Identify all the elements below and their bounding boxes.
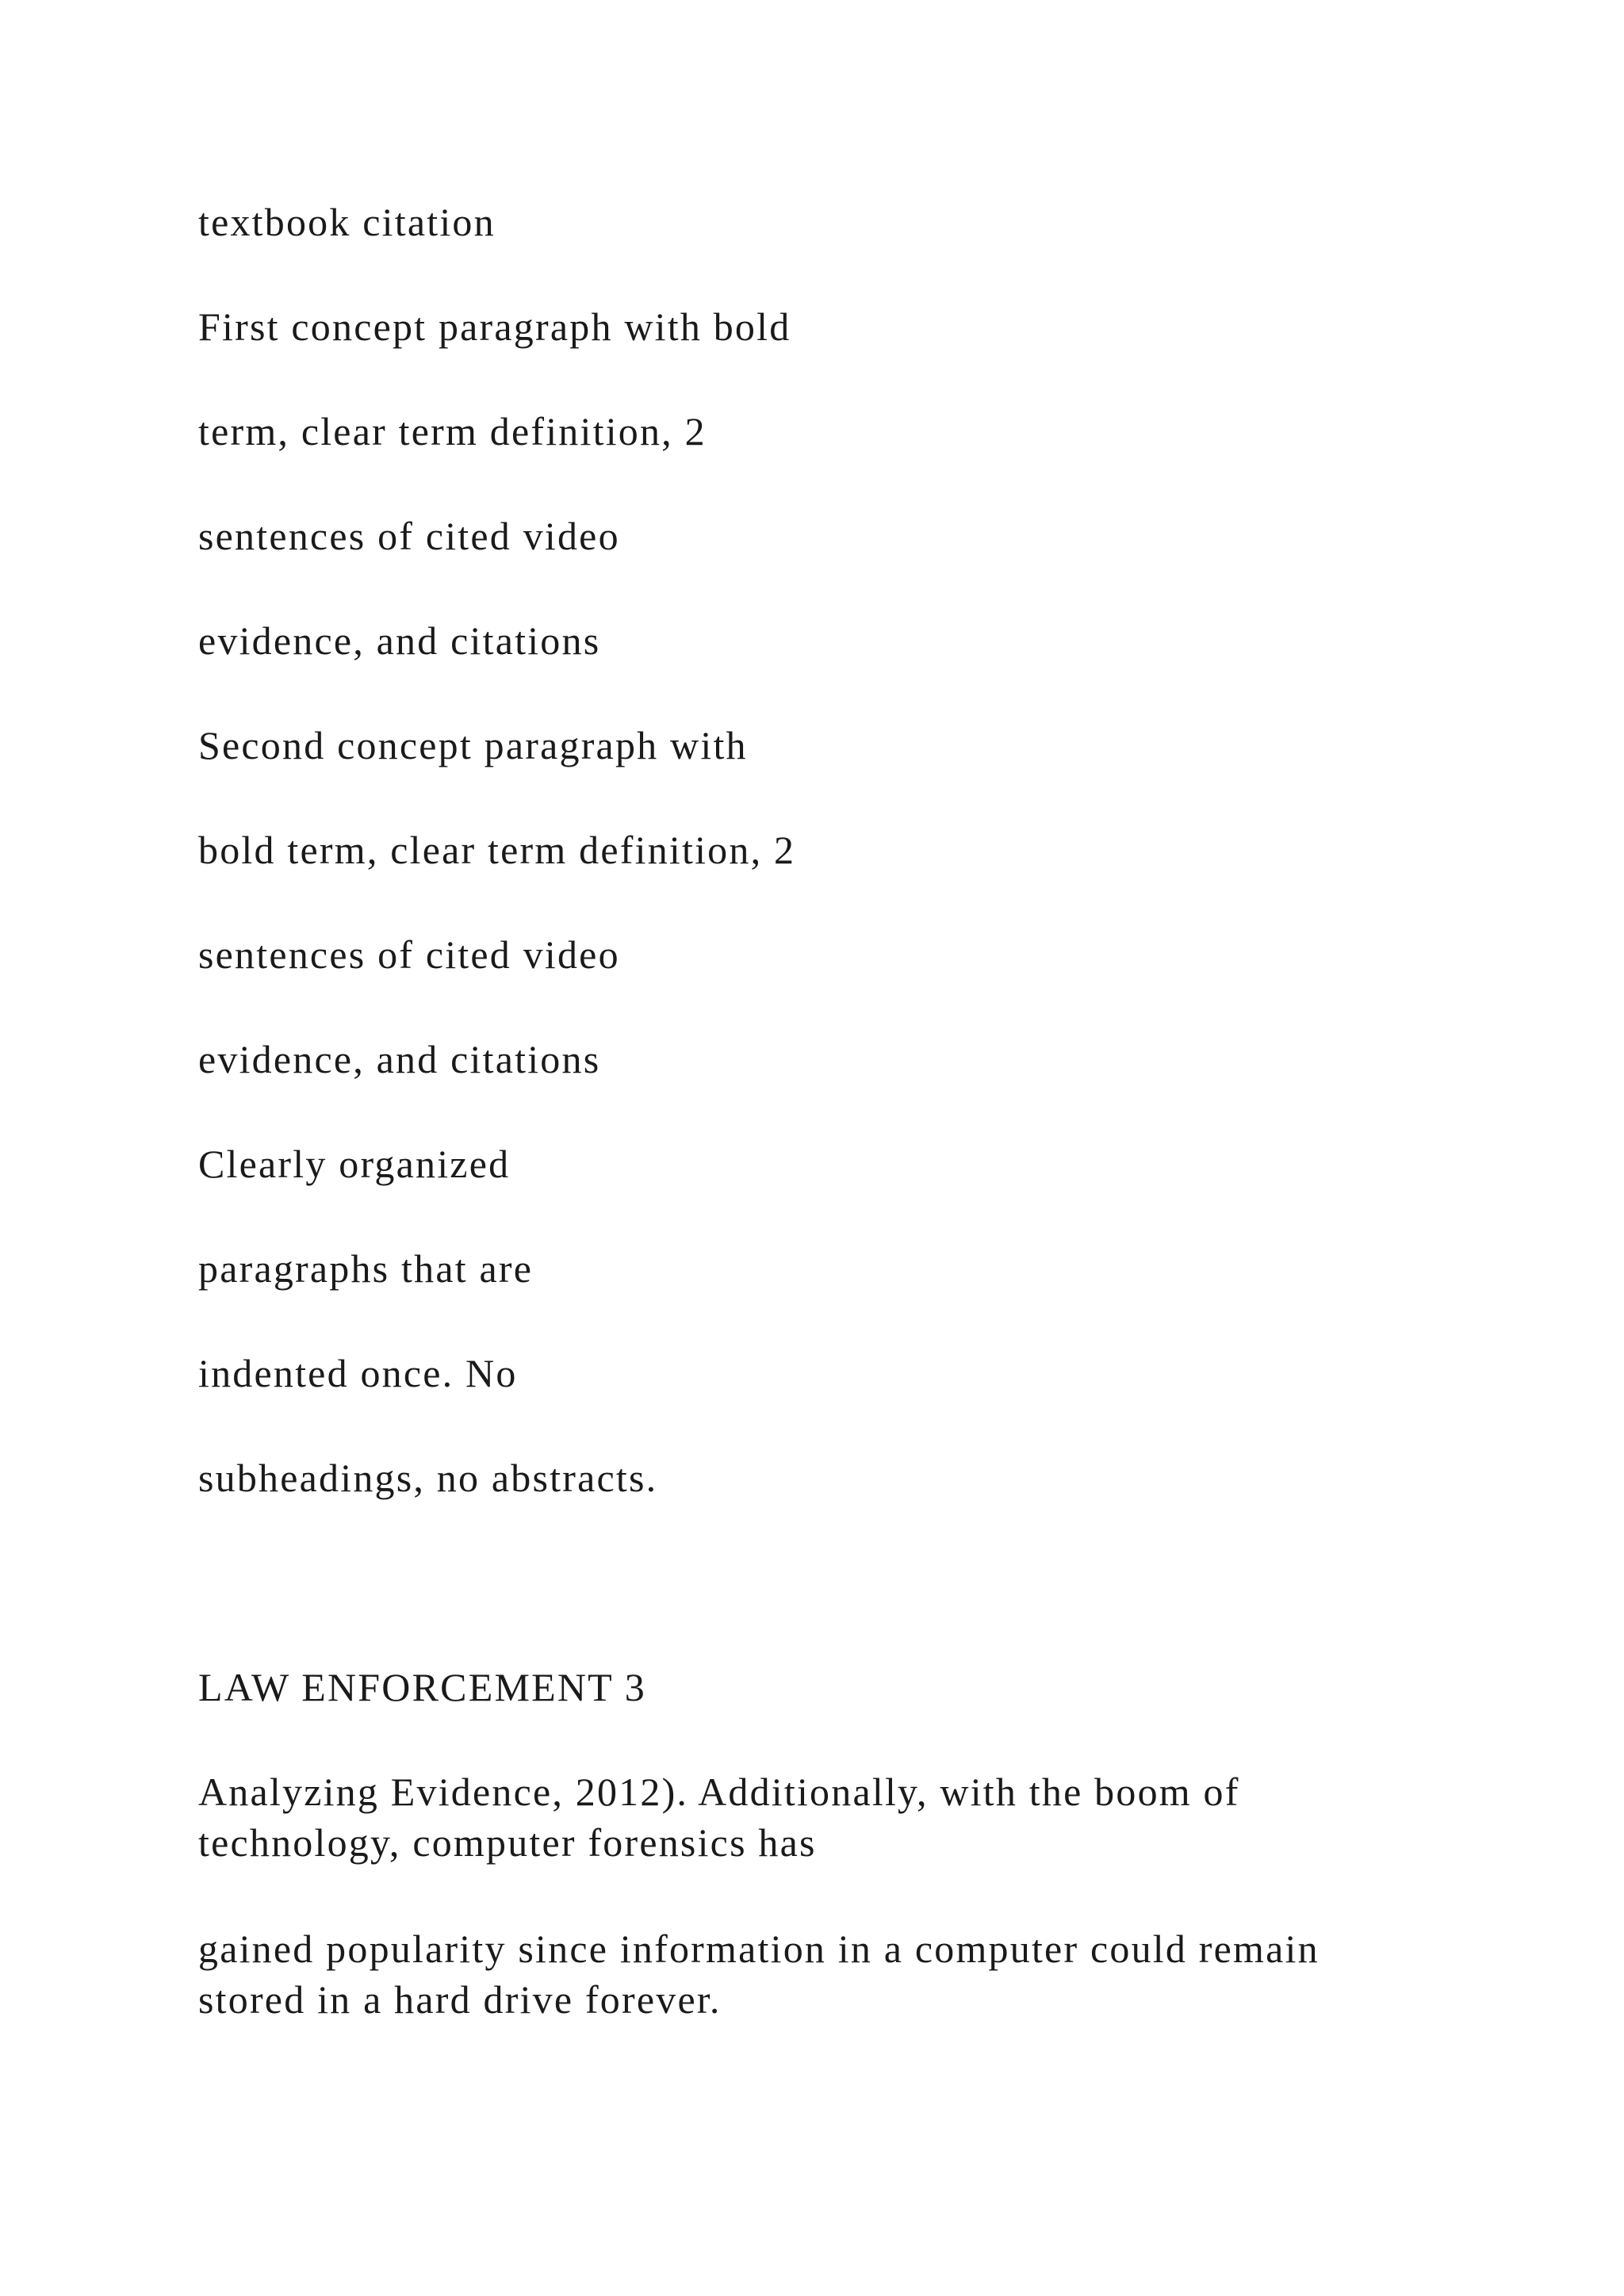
rubric-line: subheadings, no abstracts. (198, 1456, 658, 1500)
rubric-line: paragraphs that are (198, 1246, 534, 1291)
body-paragraph: gained popularity since information in a computer could remain stored in a hard drive forever. (198, 1927, 1320, 2022)
rubric-line: evidence, and citations (198, 618, 601, 663)
rubric-line: Second concept paragraph with (198, 723, 748, 767)
rubric-line: evidence, and citations (198, 1037, 601, 1081)
rubric-line: sentences of cited video (198, 932, 620, 977)
rubric-line: bold term, clear term definition, 2 (198, 828, 796, 872)
rubric-line: indented once. No (198, 1351, 518, 1395)
rubric-line: sentences of cited video (198, 514, 620, 558)
body-paragraph: Analyzing Evidence, 2012). Additionally, with the boom of technology, computer forensics has (198, 1770, 1240, 1865)
rubric-line: First concept paragraph with bold (198, 304, 791, 349)
running-head: LAW ENFORCEMENT 3 (198, 1665, 646, 1709)
rubric-line: Clearly organized (198, 1142, 511, 1186)
rubric-line: textbook citation (198, 200, 496, 244)
rubric-line: term, clear term definition, 2 (198, 409, 707, 453)
